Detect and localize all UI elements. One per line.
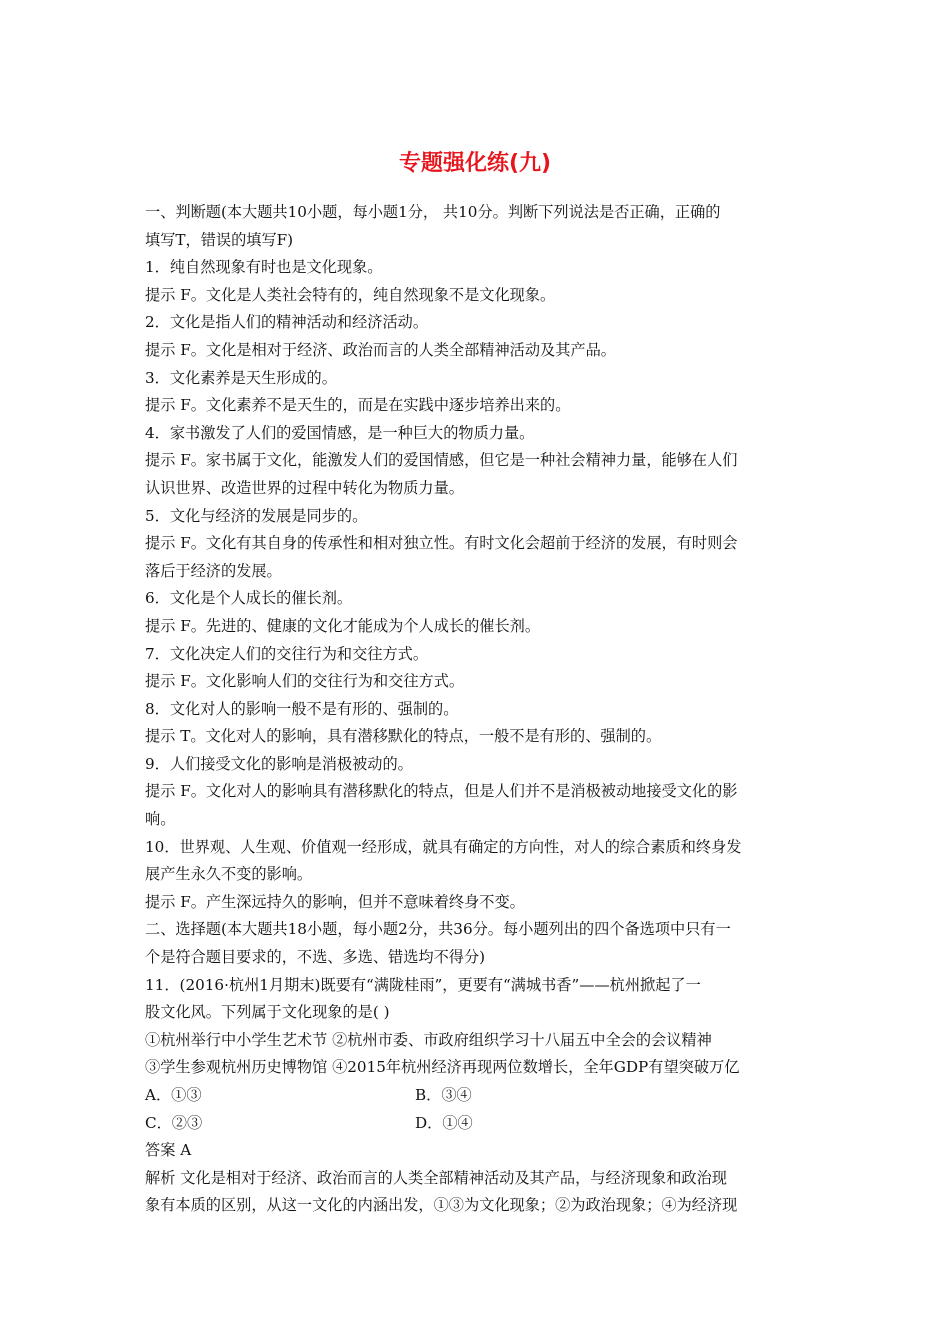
analysis-line-2: 象有本质的区别，从这一文化的内涵出发，①③为文化现象；②为政治现象；④为经济现 [145, 1196, 738, 1215]
question-5: 5．文化与经济的发展是同步的。 [145, 506, 368, 525]
hint-2: 提示 F。文化是相对于经济、政治而言的人类全部精神活动及其产品。 [145, 340, 616, 359]
hint-5: 提示 F。文化有其自身的传承性和相对独立性。有时文化会超前于经济的发展，有时则会 [145, 534, 738, 553]
options-row-1 [145, 1082, 807, 1110]
hint-6: 提示 F。先进的、健康的文化才能成为个人成长的催长剂。 [145, 616, 541, 635]
option-c: C．②③ [145, 1113, 203, 1132]
option-a: A．①③ [145, 1086, 202, 1104]
question-9: 9．人们接受文化的影响是消极被动的。 [145, 754, 413, 773]
question-10-cont: 展产生永久不变的影响。 [145, 865, 313, 884]
hint-4: 提示 F。家书属于文化，能激发人们的爱国情感，但它是一种社会精神力量，能够在人们 [145, 451, 738, 470]
option-b: B．③④ [415, 1086, 472, 1104]
hint-3: 提示 F。文化素养不是天生的，而是在实践中逐步培养出来的。 [145, 396, 571, 415]
question-11: 11．(2016·杭州1月期末)既要有“满陇桂雨”，更要有“满城书香”——杭州掀起了一 [145, 975, 701, 994]
hint-5-cont: 落后于经济的发展。 [145, 561, 282, 580]
hint-1: 提示 F。文化是人类社会特有的，纯自然现象不是文化现象。 [145, 285, 556, 304]
hint-9: 提示 F。文化对人的影响具有潜移默化的特点，但是人们并不是消极被动地接受文化的影 [145, 782, 738, 801]
hint-9-cont: 响。 [145, 810, 176, 829]
question-7: 7．文化决定人们的交往行为和交往方式。 [145, 644, 429, 663]
question-10: 10．世界观、人生观、价值观一经形成，就具有确定的方向性，对人的综合素质和终身发 [145, 837, 742, 856]
hint-8: 提示 T。文化对人的影响，具有潜移默化的特点，一般不是有形的、强制的。 [145, 727, 662, 746]
question-8: 8．文化对人的影响一般不是有形的、强制的。 [145, 699, 459, 718]
question-4: 4．家书激发了人们的爱国情感，是一种巨大的物质力量。 [145, 423, 535, 442]
section-heading-choice-cont: 个是符合题目要求的，不选、多选、错选均不得分) [145, 948, 486, 967]
hint-7: 提示 F。文化影响人们的交往行为和交往方式。 [145, 672, 465, 691]
question-6: 6．文化是个人成长的催长剂。 [145, 589, 353, 608]
hint-10: 提示 F。产生深远持久的影响，但并不意味着终身不变。 [145, 892, 525, 911]
statements-1-2: ①杭州举行中小学生艺术节 ②杭州市委、市政府组织学习十八届五中全会的会议精神 [145, 1030, 712, 1049]
document-body [145, 199, 807, 1220]
question-3: 3．文化素养是天生形成的。 [145, 368, 337, 387]
statements-3-4: ③学生参观杭州历史博物馆 ④2015年杭州经济再现两位数增长，全年GDP有望突破万亿 [145, 1058, 740, 1077]
options-row-2 [145, 1110, 807, 1138]
answer: 答案 A [145, 1141, 192, 1160]
page-title: 专题强化练(九) [398, 151, 552, 176]
section-heading-judgement-cont: 填写T，错误的填写F) [145, 230, 294, 249]
analysis-line-1: 解析 文化是相对于经济、政治而言的人类全部精神活动及其产品，与经济现象和政治现 [145, 1168, 727, 1187]
question-11-cont: 股文化风。下列属于文化现象的是( ) [145, 1003, 390, 1022]
section-heading-judgement: 一、判断题(本大题共10小题，每小题1分， 共10分。判断下列说法是否正确，正确的 [145, 203, 721, 221]
question-1: 1．纯自然现象有时也是文化现象。 [145, 258, 383, 277]
question-2: 2．文化是指人们的精神活动和经济活动。 [145, 313, 429, 332]
option-d: D．①④ [415, 1113, 473, 1132]
hint-4-cont: 认识世界、改造世界的过程中转化为物质力量。 [145, 478, 464, 497]
section-heading-choice: 二、选择题(本大题共18小题，每小题2分，共36分。每小题列出的四个备选项中只有一 [145, 920, 731, 939]
